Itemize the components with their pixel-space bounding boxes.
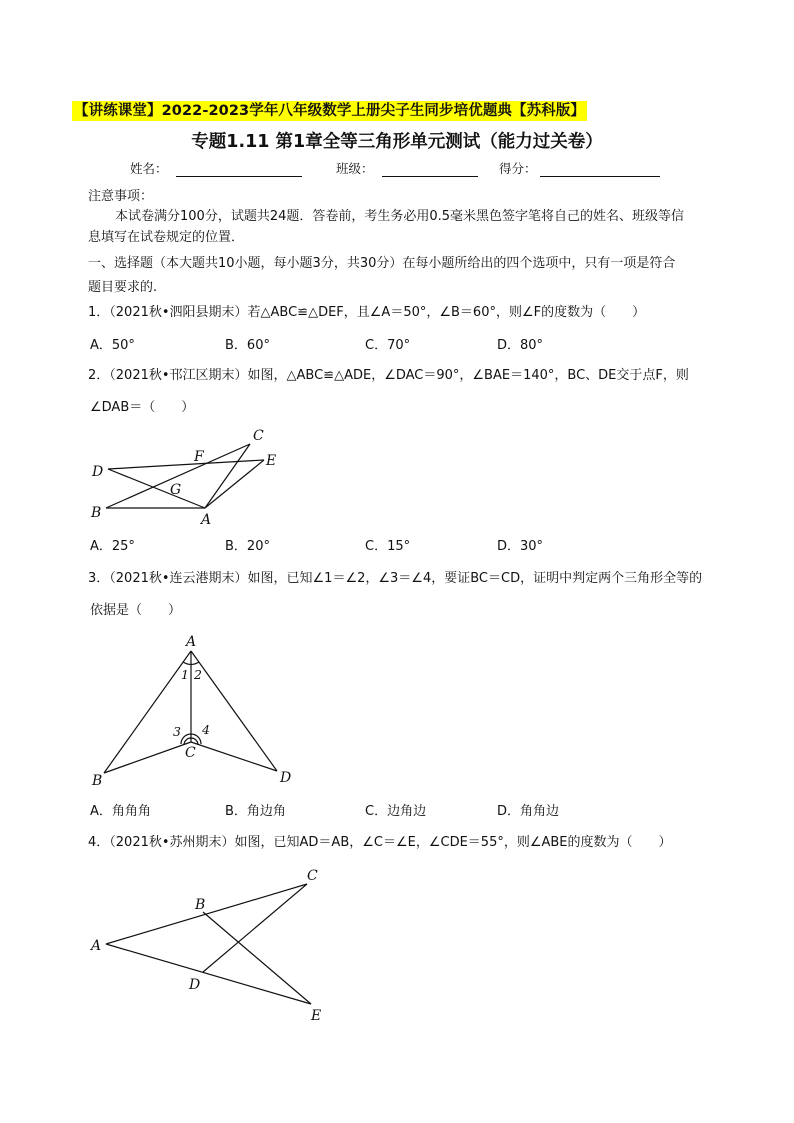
q4-label-d: D (189, 977, 201, 993)
q3-label-1: 1 (181, 667, 189, 682)
page-title: 专题1.11 第1章全等三角形单元测试（能力过关卷） (191, 132, 603, 152)
question-4-stem: 4．（2021秋•苏州期末）如图，已知AD＝AB，∠C＝∠E，∠CDE＝55°，则∠ABE的度数为（ ） (88, 835, 672, 850)
q3-label-3: 3 (173, 724, 181, 739)
question-3-option-b[interactable]: B．角边角 (225, 804, 286, 819)
question-2-figure (85, 420, 295, 532)
q2-label-d: D (92, 464, 104, 480)
name-label: 姓名： (130, 161, 168, 176)
q2-label-a: A (201, 512, 212, 528)
q3-label-2: 2 (194, 667, 202, 682)
question-1-option-c[interactable]: C．70° (365, 338, 411, 353)
header-banner: 【讲练课堂】2022-2023学年八年级数学上册尖子生同步培优题典【苏科版】 (74, 103, 586, 119)
notice-heading: 注意事项： (88, 189, 154, 204)
section1-line-2: 题目要求的. (88, 280, 158, 295)
question-2-stem-line-1: 2．（2021秋•邗江区期末）如图，△ABC≌△ADE，∠DAC＝90°，∠BAE＝140°，BC、DE交于点F，则 (88, 368, 689, 383)
question-2-stem-line-2: ∠DAB＝（ ） (90, 400, 195, 415)
question-3-stem-line-1: 3．（2021秋•连云港期末）如图，已知∠1＝∠2，∠3＝∠4，要证BC＝CD，证明中判定两个三角形全等的 (88, 571, 703, 586)
question-1-stem: 1．（2021秋•泗阳县期末）若△ABC≌△DEF，且∠A＝50°，∠B＝60°，则∠F的度数为（ ） (88, 305, 646, 320)
score-label: 得分： (499, 161, 537, 176)
question-2-option-b[interactable]: B．20° (225, 539, 270, 554)
question-2-option-a[interactable]: A．25° (90, 539, 135, 554)
q3-label-b: B (92, 773, 103, 789)
q3-label-d: D (280, 770, 292, 786)
q2-label-g: G (170, 482, 182, 498)
name-field[interactable] (176, 176, 302, 177)
question-3-stem-line-2: 依据是（ ） (90, 603, 182, 618)
q3-label-c: C (185, 745, 196, 761)
section1-line-1: 一、选择题（本大题共10小题，每小题3分，共30分）在每小题所给出的四个选项中，只有一项是符合 (88, 256, 676, 271)
notice-line-1: 本试卷满分100分，试题共24题．答卷前，考生务必用0.5毫米黑色签字笔将自己的姓名、班级等信 (115, 209, 685, 224)
question-3-option-d[interactable]: D．角角边 (497, 804, 560, 819)
question-1-option-d[interactable]: D．80° (497, 338, 544, 353)
q4-label-e: E (311, 1008, 322, 1024)
q4-label-b: B (195, 897, 206, 913)
q3-label-4: 4 (202, 722, 210, 737)
question-2-option-c[interactable]: C．15° (365, 539, 411, 554)
q2-label-c: C (253, 428, 264, 444)
question-3-figure (85, 625, 300, 790)
q2-label-e: E (266, 453, 277, 469)
q2-label-b: B (91, 505, 102, 521)
question-2-option-d[interactable]: D．30° (497, 539, 544, 554)
class-field[interactable] (382, 176, 478, 177)
question-4-figure (85, 860, 325, 1030)
question-1-option-b[interactable]: B．60° (225, 338, 270, 353)
question-3-option-c[interactable]: C．边角边 (365, 804, 427, 819)
q4-label-c: C (307, 868, 318, 884)
score-field[interactable] (540, 176, 660, 177)
question-1-option-a[interactable]: A．50° (90, 338, 135, 353)
question-3-option-a[interactable]: A．角角角 (90, 804, 151, 819)
q4-label-a: A (91, 938, 102, 954)
class-label: 班级： (336, 161, 374, 176)
notice-line-2: 息填写在试卷规定的位置． (88, 230, 245, 245)
q3-label-a: A (186, 634, 197, 650)
q2-label-f: F (194, 449, 204, 465)
